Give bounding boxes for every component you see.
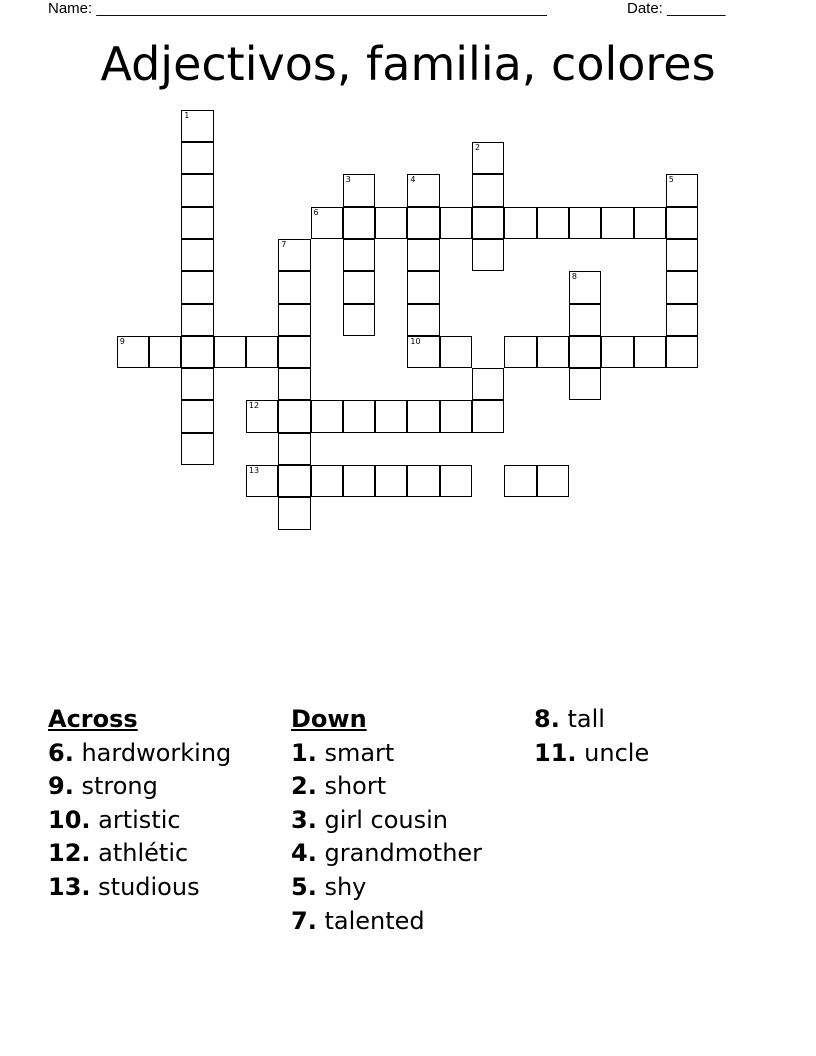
clue-text: tall: [567, 705, 605, 733]
crossword-cell[interactable]: [343, 465, 375, 497]
clue-item: [291, 737, 482, 771]
clue-number-label: 7: [281, 239, 287, 249]
clue-number: 12.: [48, 839, 91, 868]
crossword-cell[interactable]: [343, 304, 375, 336]
crossword-cell[interactable]: [504, 465, 536, 497]
crossword-cell[interactable]: [601, 336, 633, 368]
down-heading: Down: [291, 705, 367, 733]
clue-item: [291, 770, 482, 804]
crossword-cell[interactable]: [440, 465, 472, 497]
clue-item: [534, 703, 649, 737]
clue-item: [48, 871, 231, 905]
clue-number-label: 4: [410, 175, 416, 185]
clue-number: 5.: [291, 872, 317, 901]
clue-text: talented: [324, 906, 425, 935]
clue-number: 7.: [291, 906, 317, 935]
clue-number: 13.: [48, 872, 91, 901]
crossword-cell[interactable]: [666, 304, 698, 336]
clue-text: shy: [324, 872, 367, 901]
across-heading: Across: [48, 705, 138, 733]
crossword-cell[interactable]: [375, 465, 407, 497]
crossword-cell[interactable]: [407, 207, 439, 239]
clue-text: strong: [81, 772, 158, 801]
crossword-cell[interactable]: [569, 336, 601, 368]
clue-number-label: 1: [184, 110, 190, 120]
crossword-cell[interactable]: [472, 368, 504, 400]
crossword-cell[interactable]: [472, 174, 504, 206]
clue-number-label: 5: [668, 175, 674, 185]
crossword-cell[interactable]: [343, 207, 375, 239]
name-line[interactable]: Name: ______________________________________________________: [48, 0, 547, 17]
crossword-cell[interactable]: [181, 368, 213, 400]
clue-number: 11.: [534, 738, 577, 767]
crossword-cell[interactable]: [666, 174, 698, 206]
crossword-cell[interactable]: [634, 207, 666, 239]
clue-number: 10.: [48, 805, 91, 834]
crossword-cell[interactable]: [375, 400, 407, 432]
clue-number-label: 3: [345, 175, 351, 185]
clue-number-label: 10: [410, 336, 421, 346]
crossword-cell[interactable]: [311, 207, 343, 239]
crossword-cell[interactable]: [246, 465, 278, 497]
clue-text: grandmother: [324, 839, 483, 868]
crossword-cell[interactable]: [246, 400, 278, 432]
clue-item: [291, 871, 482, 905]
crossword-cell[interactable]: [569, 271, 601, 303]
crossword-cell[interactable]: [634, 336, 666, 368]
crossword-cell[interactable]: [569, 207, 601, 239]
clue-number: 1.: [291, 738, 317, 767]
clue-number: 4.: [291, 839, 317, 868]
crossword-cell[interactable]: [569, 368, 601, 400]
clue-number-label: 13: [248, 466, 260, 475]
clue-item: [291, 837, 482, 871]
clue-item: [48, 804, 231, 838]
clue-number-label: 2: [475, 143, 481, 152]
crossword-cell[interactable]: [472, 207, 504, 239]
crossword-cell[interactable]: [666, 239, 698, 271]
crossword-cell[interactable]: [569, 304, 601, 336]
crossword-cell[interactable]: [504, 336, 536, 368]
crossword-cell[interactable]: [407, 304, 439, 336]
crossword-cell[interactable]: [278, 400, 310, 432]
crossword-cell[interactable]: [181, 336, 213, 368]
crossword-cell[interactable]: [278, 239, 310, 271]
crossword-cell[interactable]: [440, 207, 472, 239]
crossword-cell[interactable]: [278, 368, 310, 400]
crossword-cell[interactable]: [343, 239, 375, 271]
clue-number-label: 9: [119, 336, 125, 346]
down-clues: [291, 703, 482, 938]
crossword-cell[interactable]: [278, 465, 310, 497]
crossword-cell[interactable]: [407, 400, 439, 432]
crossword-cell[interactable]: [407, 174, 439, 206]
crossword-cell[interactable]: [278, 433, 310, 465]
crossword-cell[interactable]: [117, 336, 149, 368]
crossword-cell[interactable]: [181, 110, 213, 142]
clue-item: [534, 737, 649, 771]
clue-item: [291, 905, 482, 939]
crossword-cell[interactable]: [440, 400, 472, 432]
clue-number: 8.: [534, 705, 560, 733]
crossword-cell[interactable]: [181, 433, 213, 465]
crossword-cell[interactable]: [181, 142, 213, 174]
crossword-cell[interactable]: [375, 207, 407, 239]
crossword-cell[interactable]: [278, 497, 310, 529]
crossword-cell[interactable]: [181, 207, 213, 239]
clue-text: hardworking: [81, 738, 232, 767]
down-clues-continued: [534, 703, 649, 770]
crossword-cell[interactable]: [666, 336, 698, 368]
crossword-cell[interactable]: [311, 400, 343, 432]
crossword-cell[interactable]: [601, 207, 633, 239]
crossword-cell[interactable]: [181, 304, 213, 336]
clue-text: athlétic: [98, 839, 189, 868]
crossword-cell[interactable]: [246, 336, 278, 368]
clue-number: 2.: [291, 772, 317, 801]
crossword-cell[interactable]: [343, 400, 375, 432]
page-title: Adjectivos, familia, colores: [100, 37, 716, 91]
clue-text: smart: [324, 738, 395, 767]
clue-number: 3.: [291, 805, 317, 834]
crossword-cell[interactable]: [537, 336, 569, 368]
clue-number: 9.: [48, 772, 74, 801]
crossword-cell[interactable]: [407, 271, 439, 303]
crossword-cell[interactable]: [472, 142, 504, 174]
crossword-cell[interactable]: [181, 239, 213, 271]
crossword-cell[interactable]: [537, 207, 569, 239]
crossword-cell[interactable]: [278, 304, 310, 336]
crossword-cell[interactable]: [149, 336, 181, 368]
crossword-cell[interactable]: [666, 207, 698, 239]
crossword-cell[interactable]: [407, 465, 439, 497]
crossword-cell[interactable]: [214, 336, 246, 368]
crossword-cell[interactable]: [343, 174, 375, 206]
clue-text: artistic: [98, 805, 181, 834]
crossword-cell[interactable]: [440, 336, 472, 368]
clue-item: [48, 837, 231, 871]
clue-number-label: 6: [313, 207, 319, 217]
clue-number-label: 12: [248, 401, 260, 411]
crossword-cell[interactable]: [504, 207, 536, 239]
across-clues: [48, 703, 231, 905]
crossword-cell[interactable]: [181, 400, 213, 432]
crossword-cell[interactable]: [407, 336, 439, 368]
crossword-cell[interactable]: [472, 400, 504, 432]
clue-text: studious: [98, 872, 200, 901]
crossword-cell[interactable]: [407, 239, 439, 271]
clue-text: uncle: [584, 738, 650, 767]
clue-number: 6.: [48, 738, 74, 767]
clue-item: [48, 737, 231, 771]
clue-text: short: [324, 772, 387, 801]
crossword-cell[interactable]: [181, 174, 213, 206]
crossword-cell[interactable]: [666, 271, 698, 303]
clue-item: [291, 804, 482, 838]
crossword-cell[interactable]: [278, 271, 310, 303]
crossword-cell[interactable]: [181, 271, 213, 303]
crossword-cell[interactable]: [311, 465, 343, 497]
clue-item: [48, 770, 231, 804]
crossword-cell[interactable]: [472, 239, 504, 271]
clue-text: girl cousin: [324, 805, 449, 834]
date-line[interactable]: Date: _______: [627, 0, 726, 17]
crossword-cell[interactable]: [343, 271, 375, 303]
crossword-cell[interactable]: [278, 336, 310, 368]
clue-number-label: 8: [571, 272, 577, 282]
crossword-cell[interactable]: [537, 465, 569, 497]
